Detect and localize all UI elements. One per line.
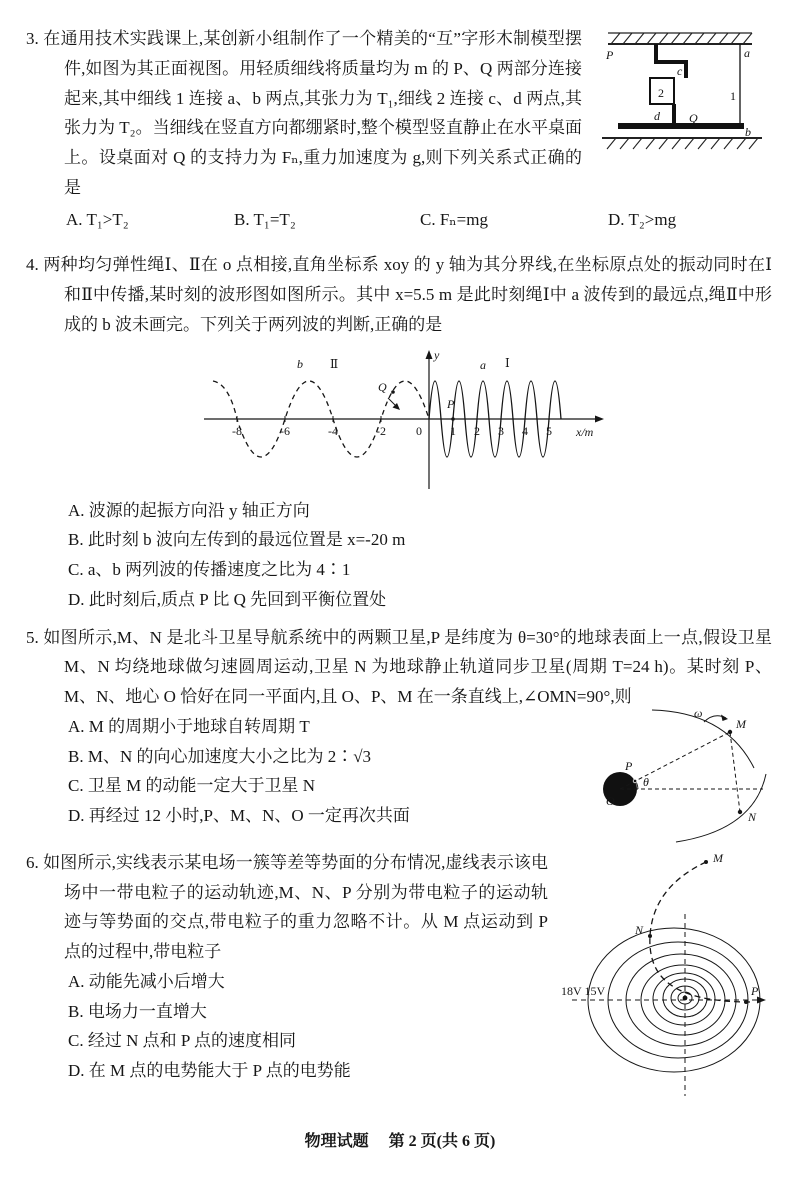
- top-hatching: [611, 33, 752, 44]
- label-P: P: [625, 758, 633, 773]
- tick--2: -2: [376, 423, 386, 438]
- label-M: M: [736, 716, 746, 731]
- tick-0: 0: [416, 423, 422, 438]
- point-M: [704, 860, 708, 864]
- tick--6: -6: [280, 423, 290, 438]
- label-M: M: [713, 850, 723, 865]
- label-rope-II: Ⅱ: [330, 356, 339, 371]
- question-4-body: 两种均匀弹性绳Ⅰ、Ⅱ在 o 点相接,直角坐标系 xoy 的 y 轴为其分界线,在坐标原点处的振动同时在Ⅰ和Ⅱ中传播,某时刻的波形图如图所示。其中 x=5.5 m 是此时刻绳Ⅰ中 a 波传到的最远点,绳Ⅱ中形成的 b 波未画完。下列关于两列波的判断,正确的是: [43, 255, 773, 334]
- option-6a: A. 动能先减小后增大: [68, 971, 225, 991]
- line-MN: [730, 732, 740, 812]
- question-3-options: [26, 205, 772, 235]
- question-4-number: 4.: [26, 255, 39, 275]
- label-point-P: P: [447, 396, 455, 411]
- label-wave-a: a: [480, 357, 486, 372]
- question-3-number: 3.: [26, 29, 39, 48]
- page-footer: [0, 1128, 800, 1156]
- satellite-N: [738, 810, 742, 814]
- question-6-number: 6.: [26, 852, 39, 872]
- table-hatching: [607, 138, 758, 149]
- satellite-M: [728, 730, 732, 734]
- option-3b: B. T₁=T₂: [234, 209, 296, 229]
- label-N: N: [635, 922, 644, 937]
- horizontal-axis-arrow: [757, 996, 766, 1003]
- figure-q6-equipotentials: [560, 850, 772, 1100]
- equipotential-diagram: [560, 850, 772, 1100]
- tick-3: 3: [498, 423, 504, 438]
- option-6d: D. 在 M 点的电势能大于 P 点的电势能: [68, 1061, 351, 1080]
- tick-1: 1: [450, 423, 456, 438]
- question-5-text: [26, 623, 772, 712]
- label-rope-I: Ⅰ: [505, 355, 510, 370]
- point-N: [648, 934, 652, 938]
- figure-q3-model: [592, 26, 772, 166]
- omega-arrow-head: [721, 714, 728, 721]
- option-4b: B. 此时刻 b 波向左传到的最远位置是 x=-20 m: [68, 530, 406, 550]
- tick-2: 2: [474, 423, 480, 438]
- label-2: 2: [658, 86, 664, 100]
- option-3a: A. T₁>T₂: [66, 209, 129, 229]
- option-3d: D. T₂>mg: [608, 209, 677, 229]
- label-x-unit: x/m: [576, 424, 594, 439]
- orbit-N: [676, 774, 766, 842]
- question-5-options-area: [26, 705, 772, 840]
- option-4c: C. a、b 两列波的传播速度之比为 4∶1: [68, 560, 351, 579]
- label-wave-b: b: [297, 356, 303, 371]
- question-4: [26, 250, 772, 614]
- tick-5: 5: [546, 423, 552, 438]
- label-Q: Q: [689, 111, 698, 125]
- label-b: b: [745, 125, 751, 139]
- footer-title: 物理试题: [304, 1133, 369, 1150]
- question-5-number: 5.: [26, 627, 39, 647]
- question-5: [26, 623, 772, 840]
- question-6-body: 如图所示,实线表示某电场一簇等差等势面的分布情况,虚线表示该电场中一带电粒子的运动轨迹,M、N、P 分别为带电粒子的运动轨迹与等势面的交点,带电粒子的重力忽略不计。从 M 点运动到 P 点的过程中,带电粒子: [43, 852, 549, 961]
- label-c: c: [677, 64, 683, 78]
- label-d: d: [654, 109, 660, 123]
- label-a: a: [744, 46, 750, 60]
- surface-point-P: [633, 779, 637, 783]
- question-4-text: [26, 250, 772, 339]
- label-O: O: [606, 793, 615, 808]
- option-5b: B. M、N 的向心加速度大小之比为 2∶√3: [68, 746, 372, 766]
- point-P: [744, 1000, 748, 1004]
- footer-page-number: 第 2 页(共 6 页): [388, 1133, 496, 1150]
- label-voltages: 18V 15V: [561, 983, 606, 998]
- option-6c: C. 经过 N 点和 P 点的速度相同: [68, 1031, 296, 1051]
- option-5c: C. 卫星 M 的动能一定大于卫星 N: [68, 776, 315, 796]
- point-Q: [391, 390, 395, 394]
- label-point-Q: Q: [378, 379, 387, 394]
- option-4a: A. 波源的起振方向沿 y 轴正方向: [68, 500, 310, 520]
- question-6: [26, 848, 772, 1100]
- option-5a: A. M 的周期小于地球自转周期 T: [68, 716, 310, 736]
- label-y-axis: y: [434, 347, 440, 362]
- option-6b: B. 电场力一直增大: [68, 1001, 207, 1021]
- x-axis-arrow: [595, 415, 604, 422]
- question-5-body: 如图所示,M、N 是北斗卫星导航系统中的两颗卫星,P 是纬度为 θ=30°的地球表面上一点,假设卫星 M、N 均绕地球做匀速圆周运动,卫星 N 为地球静止轨道同步卫星(周期 T=24 h)。某时刻 P、M、N、地心 O 恰好在同一平面内,且 O、P、M 在一条直线上,∠OMN=90°,则: [43, 627, 772, 706]
- label-P: P: [751, 983, 759, 998]
- satellite-diagram: [580, 704, 770, 844]
- label-1: 1: [730, 89, 736, 103]
- point-P: [451, 417, 455, 421]
- label-theta: θ: [643, 774, 649, 789]
- label-P: P: [606, 48, 614, 62]
- option-5d: D. 再经过 12 小时,P、M、N、O 一定再次共面: [68, 806, 410, 825]
- particle-trajectory: [650, 862, 750, 1002]
- label-N: N: [748, 809, 757, 824]
- tick--8: -8: [232, 423, 242, 438]
- tick--4: -4: [328, 423, 338, 438]
- model-diagram: [592, 26, 772, 166]
- tick-4: 4: [522, 423, 528, 438]
- figure-q4-waves: [184, 344, 614, 494]
- figure-q5-satellites: [580, 704, 770, 844]
- option-3c: C. Fₙ=mg: [420, 209, 488, 229]
- question-3-body: 在通用技术实践课上,某创新小组制作了一个精美的“互”字形木制模型摆件,如图为其正面视图。用轻质细线将质量均为 m 的 P、Q 两部分连接起来,其中细线 1 连接 a、b 两点,其张力为 T₁,细线 2 连接 c、d 两点,其张力为 T₂。当细线在竖直方向都绷紧时,整个模型竖直静止在水平桌面上。设桌面对 Q 的支持力为 Fₙ,重力加速度为 g,则下列关系式正确的是: [43, 29, 582, 197]
- wave-diagram: [184, 344, 614, 494]
- y-axis-arrow: [426, 350, 433, 359]
- question-3: [26, 24, 772, 242]
- label-omega: ω: [694, 705, 703, 720]
- option-4d: D. 此时刻后,质点 P 比 Q 先回到平衡位置处: [68, 589, 387, 609]
